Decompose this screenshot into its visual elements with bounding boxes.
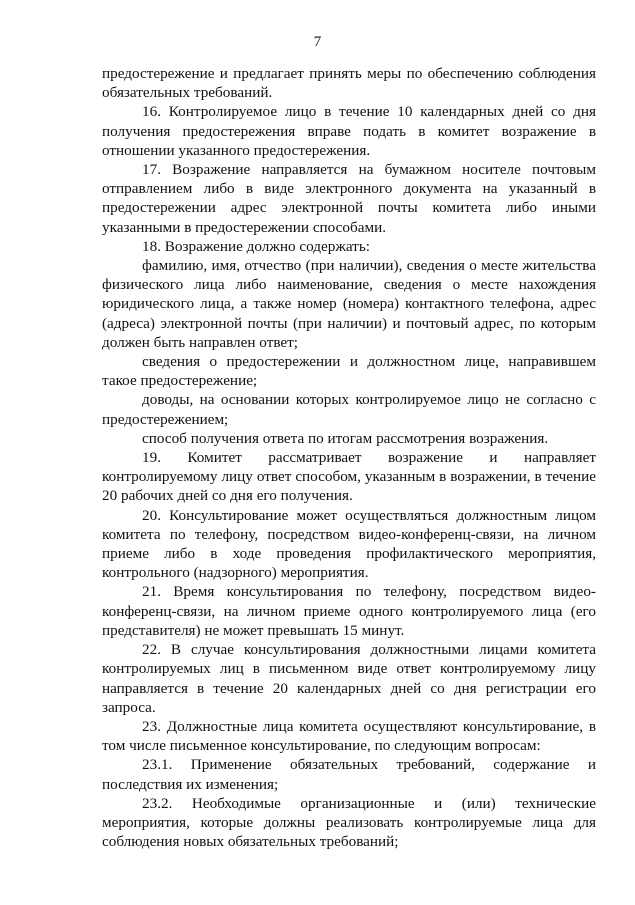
paragraph: фамилию, имя, отчество (при наличии), сведения о месте жительства физического лица либо наименование, сведения о месте нахождения юридического лица, а также номер (номера) контактного телефона, адрес (адреса) электронной почты (при наличии) и почтовый адрес, по которым должен быть направлен ответ; [102,257,596,351]
paragraph: предостережение и предлагает принять меры по обеспечению соблюдения обязательных требований. [102,65,596,102]
document-body [102,64,596,851]
paragraph: 19. Комитет рассматривает возражение и направляет контролируемому лицу ответ способом, указанным в возражении, в течение 20 рабочих дней со дня его получения. [102,449,596,505]
paragraph: 21. Время консультирования по телефону, посредством видео-конференц-связи, на личном приеме одного контролируемого лица (его представителя) не может превышать 15 минут. [102,583,596,639]
paragraph: доводы, на основании которых контролируемое лицо не согласно с предостережением; [102,391,596,428]
paragraph: 20. Консультирование может осуществляться должностным лицом комитета по телефону, посредством видео-конференц-связи, на личном приеме либо в ходе проведения профилактического мероприятия, контрольного (надзорного) мероприятия. [102,506,596,582]
page-number: 7 [313,34,322,50]
paragraph: 23.1. Применение обязательных требований, содержание и последствия их изменения; [102,756,596,793]
paragraph: способ получения ответа по итогам рассмотрения возражения. [142,429,549,447]
paragraph: сведения о предостережении и должностном лице, направившем такое предостережение; [102,353,596,390]
paragraph: 17. Возражение направляется на бумажном носителе почтовым отправлением либо в виде электронного документа на указанный в предостережении адрес электронной почты комитета либо иными указанными в предостережении способами. [102,161,596,236]
paragraph: 16. Контролируемое лицо в течение 10 календарных дней со дня получения предостережения вправе подать в комитет возражение в отношении указанного предостережения. [102,103,596,159]
paragraph: 23. Должностные лица комитета осуществляют консультирование, в том числе письменное консультирование, по следующим вопросам: [102,717,596,755]
paragraph: 23.2. Необходимые организационные и (или) технические мероприятия, которые должны реализовать контролируемые лица для соблюдения новых обязательных требований; [102,794,596,851]
paragraph: 18. Возражение должно содержать: [142,237,370,255]
paragraph: 22. В случае консультирования должностными лицами комитета контролируемых лиц в письменном виде ответ контролируемому лицу направляется в течение 20 календарных дней со дня регистрации его запроса. [102,641,596,716]
